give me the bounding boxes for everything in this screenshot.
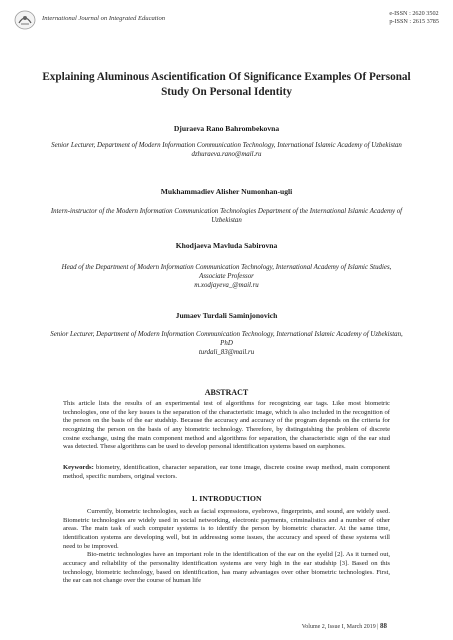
section-heading: 1. INTRODUCTION bbox=[191, 494, 262, 503]
journal-name: International Journal on Integrated Education bbox=[42, 15, 166, 22]
journal-header bbox=[14, 10, 439, 34]
keywords-text: biometry, identification, character separation, ear tone image, discrete cosine swap method, main component method, specific numbers, original vectors. bbox=[63, 464, 390, 480]
author-name: Mukhammadiev Alisher Numonhan-ugli bbox=[160, 187, 293, 196]
author-affiliation bbox=[50, 263, 403, 291]
affiliation-text: Intern-instructor of the Modern Information Communication Technologies Department of the International Islamic Academy of Uzbekistan bbox=[50, 208, 403, 225]
author-email: dzhuraeva.rano@mail.ru bbox=[191, 151, 262, 159]
introduction-body bbox=[63, 508, 390, 586]
author-name: Djuraeva Rano Bahrombekovna bbox=[173, 124, 280, 133]
paragraph: Bio-metric technologies have an important role in the identification of the ear on the eyelid [2]. As it turned out, accuracy and reliability of the personality identification systems are very high in the ear studship [3]. Based on this technology, biometric technology, based on identification, has many advantages over other biometric technologies. First, the ear can not change over the course of human life bbox=[63, 551, 390, 585]
affiliation-text: Senior Lecturer, Department of Modern Information Communication Technology, International Islamic Academy of Uzbekistan, PhD bbox=[50, 331, 403, 348]
author-name: Jumaev Turdali Saminjonovich bbox=[175, 311, 278, 320]
pissn: p-ISSN : 2615 3785 bbox=[389, 18, 439, 26]
author-email: turdali_83@mail.ru bbox=[198, 349, 255, 357]
eissn: e-ISSN : 2620 3502 bbox=[389, 10, 439, 17]
paper-title: Explaining Aluminous Ascientification Of Significance Examples Of Personal Study On Personal Identity bbox=[42, 71, 411, 98]
page-number: 88 bbox=[380, 622, 387, 630]
journal-logo-icon bbox=[14, 10, 36, 30]
keywords bbox=[63, 464, 390, 481]
affiliation-text: Head of the Department of Modern Information Communication Technology, International Academy of Islamic Studies, Associate Professor bbox=[61, 264, 392, 281]
volume-info: Volume 2, Issue I, March 2019 | bbox=[301, 624, 379, 630]
author-affiliation bbox=[50, 207, 403, 225]
affiliation-text: Senior Lecturer, Department of Modern Information Communication Technology, International Islamic Academy of Uzbekistan bbox=[51, 142, 402, 149]
abstract-heading: ABSTRACT bbox=[204, 388, 249, 397]
keywords-label: Keywords: bbox=[63, 464, 94, 471]
page-footer bbox=[302, 622, 387, 630]
author-email: m.xodjayeva_@mail.ru bbox=[194, 282, 259, 290]
author-affiliation bbox=[50, 141, 403, 159]
issn-block bbox=[389, 10, 439, 26]
abstract-text: This article lists the results of an experimental test of algorithms for recognizing ear tags. Like most biometric technologies, one of the key issues is the separation of the characteristic image, which is also included in the recognition of the person on the basis of the ear studship. Because the accuracy and accuracy of the program depends on the criteria for recognizing the person on the basis of any biometric technology. Therefore, by distinguishing the problem of discrete cosine exchange, using the main component method and algorithms for separation, the characteristic sign of the ear stud was detected. These algorithms can be used to develop personal identification systems based on earphones. bbox=[63, 400, 390, 451]
author-affiliation bbox=[50, 330, 403, 358]
author-name: Khodjaeva Mavluda Sabirovna bbox=[175, 241, 278, 250]
paragraph: Currently, biometric technologies, such as facial expressions, eyebrows, fingerprints, and sound, are widely used. Biometric technologies are widely used in social networking, electronic payments, criminalistics and a number of other areas. The main task of such computer systems is to identify the person by biometric character. At the same time, identification systems are developing well, but in addressing some issues, the accuracy and speed of these systems will need to be improved. bbox=[63, 508, 390, 550]
